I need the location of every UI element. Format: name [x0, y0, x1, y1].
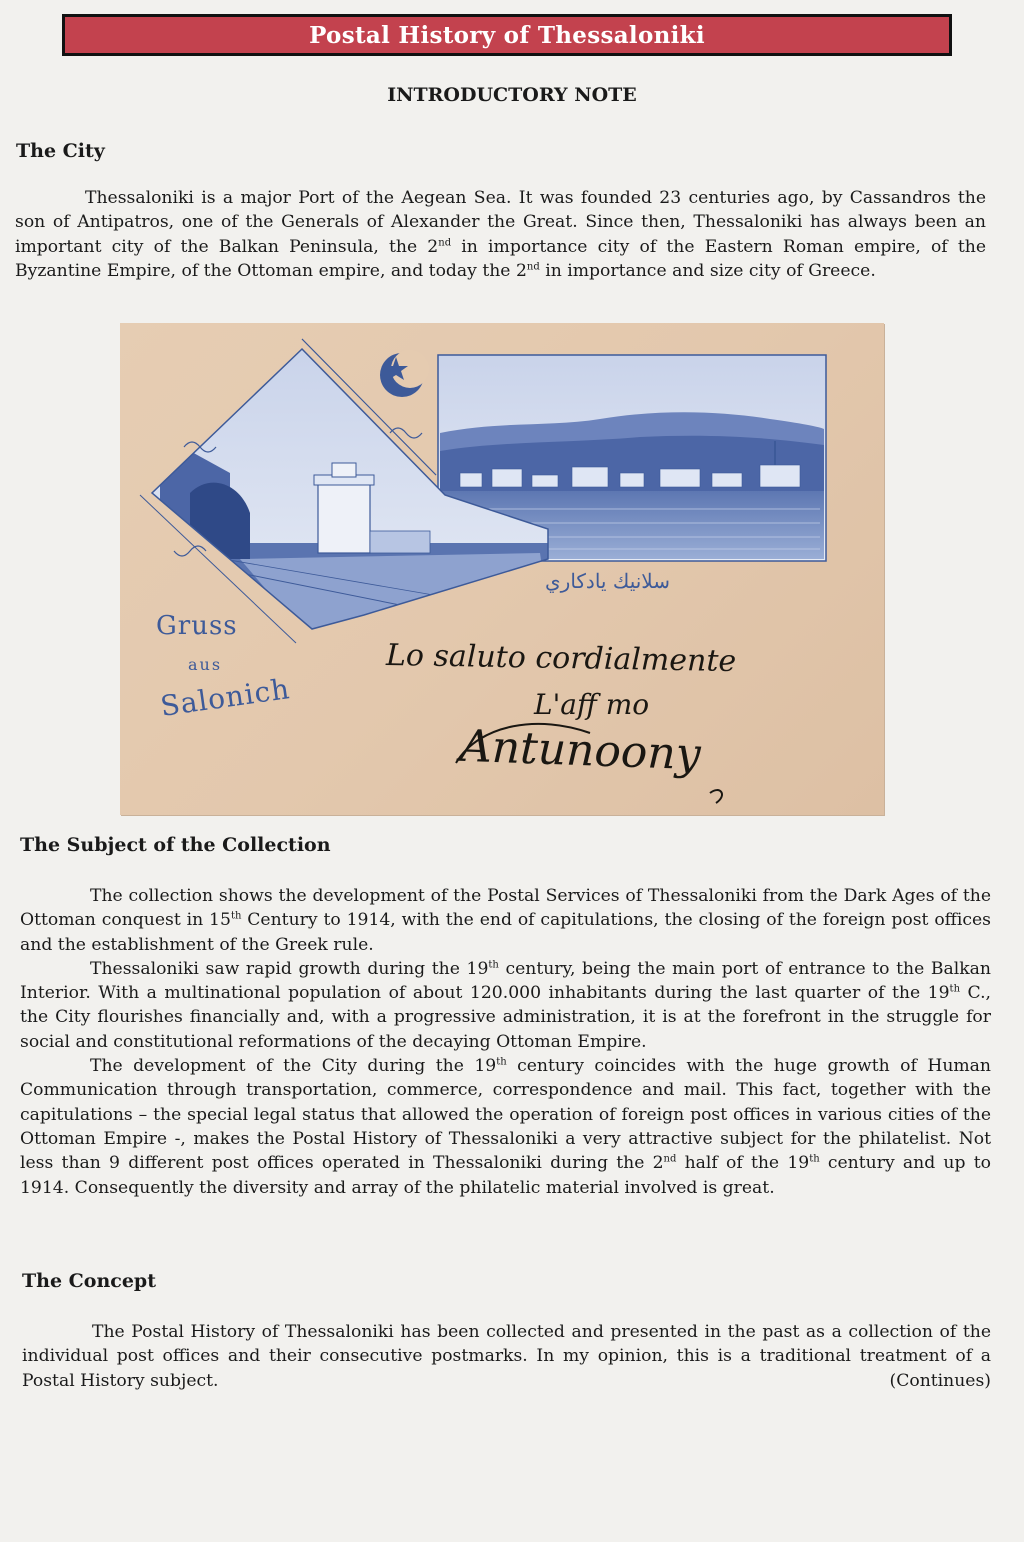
city-paragraph: Thessaloniki is a major Port of the Aegean Sea. It was founded 23 centuries ago, by Cassandros the son of Antipatros, one of the Generals of Alexander the Great. Since then, Thessaloniki has always been an important city of the Balkan Peninsula, the 2nd in importance city of the Eastern Roman empire, of the Byzantine Empire, of the Ottoman empire, and today the 2nd in importance and size city of Greece.: [15, 188, 987, 281]
page-title-bar: [62, 14, 952, 56]
postcard-image: [120, 323, 884, 815]
section-heading-city: The City: [16, 140, 105, 162]
postcard-ottoman-caption: سلانيك يادكاري: [545, 569, 670, 593]
subject-paragraph-1: The collection shows the development of the Postal Services of Thessaloniki from the Dark Ages of the Ottoman conquest in 15th Century to 1914, with the end of capitulations, the closing of the foreign post offices and the establishment of the Greek rule.: [20, 886, 991, 955]
postcard-gruss-text: Gruss: [156, 611, 238, 641]
section-heading-concept: The Concept: [22, 1270, 156, 1292]
subject-paragraph-3: The development of the City during the 19th century coincides with the huge growth of Human Communication through transportation, commerce, correspondence and mail. This fact, together with the capitulations – the special legal status that allowed the operation of foreign post offices in various cities of the Ottoman Empire -, makes the Postal History of Thessaloniki a very attractive subject for the philatelist. Not less than 9 different post offices operated in Thessaloniki during the 2nd half of the 19th century and up to 1914. Consequently the diversity and array of the philatelic material involved is great.: [20, 1056, 992, 1198]
subject-paragraphs: [20, 884, 991, 1200]
handwritten-signature: Antunoony: [459, 720, 702, 781]
page-title: Postal History of Thessaloniki: [309, 21, 705, 49]
handwritten-closing: L'aff mo: [534, 688, 650, 721]
concept-paragraph: The Postal History of Thessaloniki has been collected and presented in the past as a collection of the individual post offices and their consecutive postmarks. In my opinion, this is a traditional treatment of a Postal History subject. (Continues): [22, 1320, 991, 1393]
page-subtitle: INTRODUCTORY NOTE: [387, 84, 637, 106]
continues-note: (Continues): [889, 1370, 991, 1391]
section-heading-subject: The Subject of the Collection: [20, 834, 331, 856]
handwritten-greeting: Lo saluto cordialmente: [385, 637, 737, 680]
subject-paragraph-2: Thessaloniki saw rapid growth during the 19th century, being the main port of entrance to the Balkan Interior. With a multinational population of about 120.000 inhabitants during the last quarter of the 19th C., the City flourishes financially and, with a progressive administration, it is at the forefront in the struggle for social and constitutional reformations of the decaying Ottoman Empire.: [20, 958, 992, 1052]
crescent-star-icon: [380, 350, 429, 397]
postcard-aus-text: aus: [188, 655, 223, 674]
postcard-salonich-text: Salonich: [158, 672, 293, 723]
